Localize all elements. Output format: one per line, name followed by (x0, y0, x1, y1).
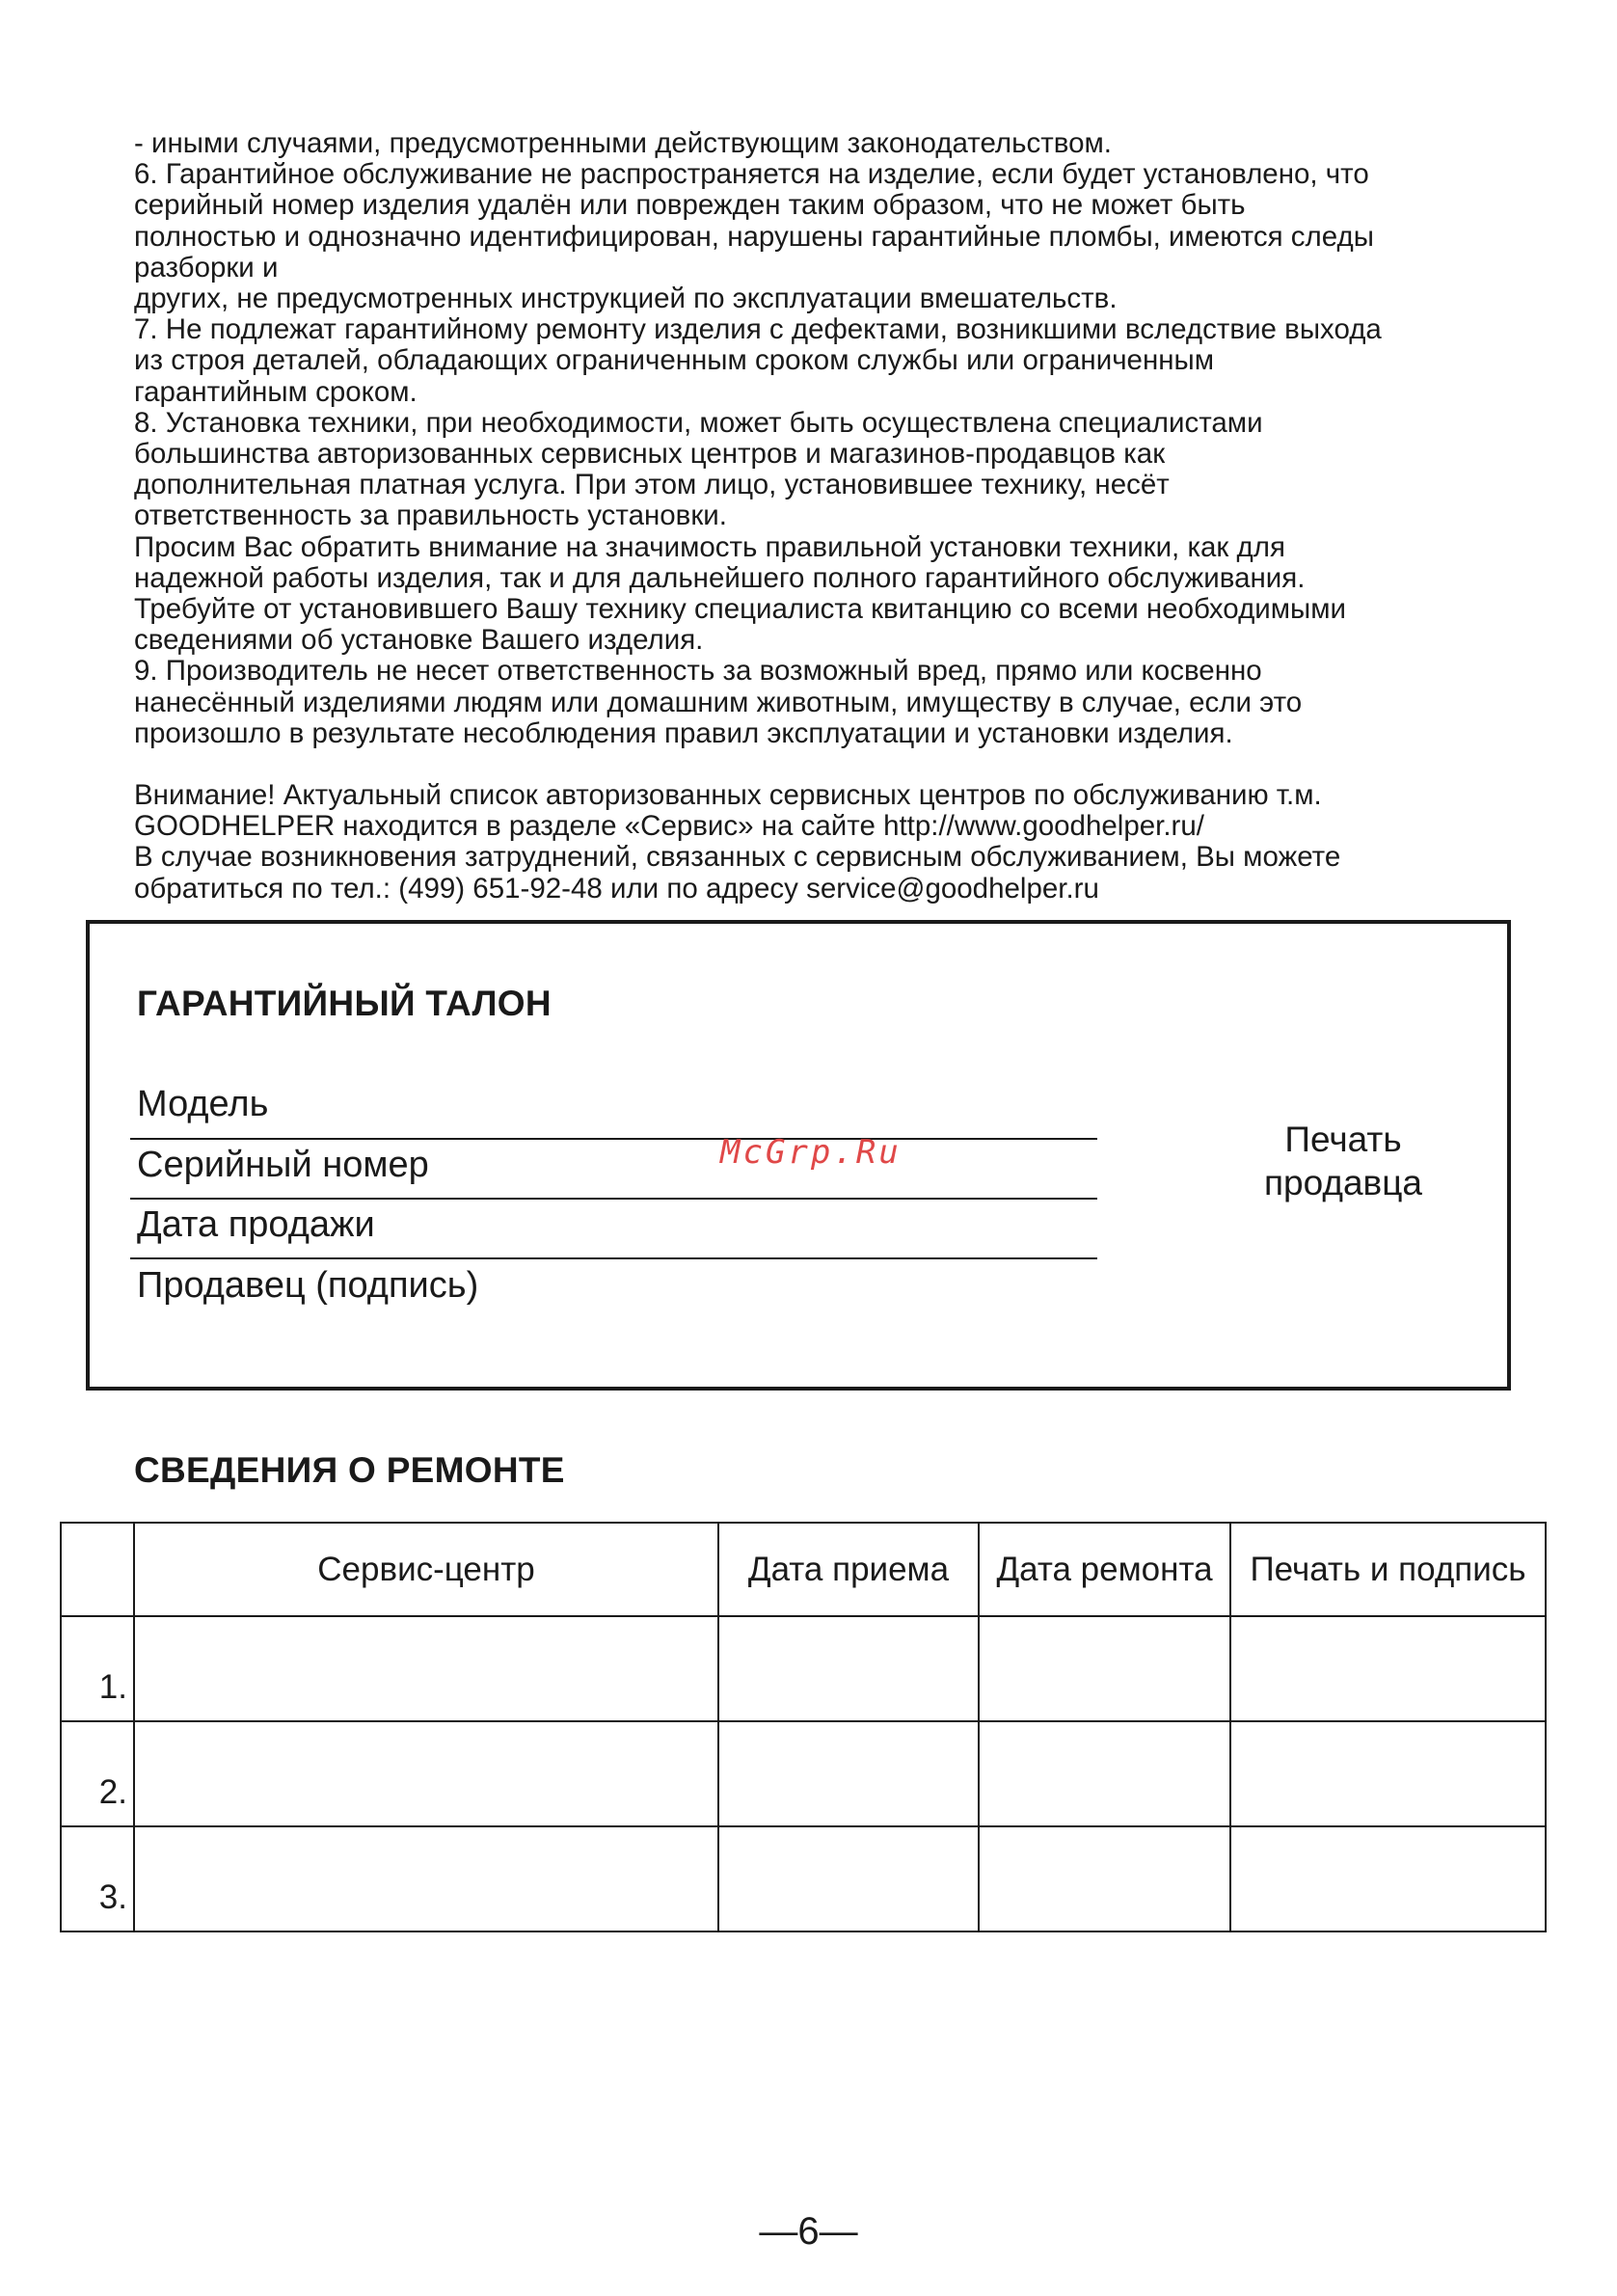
header-stamp-signature: Печать и подпись (1230, 1523, 1546, 1616)
text-line: нанесённый изделиями людям или домашним животным, имуществу в случае, если это (134, 686, 1303, 718)
body-text (134, 128, 1523, 905)
repair-date-cell[interactable] (979, 1721, 1230, 1826)
seller-stamp-area (1199, 1118, 1488, 1204)
service-center-cell[interactable] (134, 1721, 718, 1826)
page-number: —6— (759, 2210, 858, 2253)
notice-line: обратиться по тел.: (499) 651-92-48 или по адресу service@goodhelper.ru (134, 872, 1099, 905)
text-line: - иными случаями, предусмотренными действующим законодательством. (134, 127, 1112, 159)
header-repair-date: Дата ремонта (979, 1523, 1230, 1616)
header-number (61, 1523, 134, 1616)
sale-date-field-line[interactable] (130, 1257, 1097, 1259)
text-line: разборки и (134, 251, 279, 284)
serial-field-line[interactable] (130, 1198, 1097, 1200)
seller-field-label: Продавец (подпись) (137, 1265, 479, 1306)
service-center-cell[interactable] (134, 1826, 718, 1931)
text-line: 8. Установка техники, при необходимости, может быть осуществлена специалистами (134, 406, 1263, 439)
text-line: гарантийным сроком. (134, 375, 418, 408)
serial-field-label: Серийный номер (137, 1145, 429, 1185)
model-field-label: Модель (137, 1084, 269, 1124)
warranty-coupon (86, 920, 1511, 1391)
receipt-date-cell[interactable] (718, 1721, 979, 1826)
receipt-date-cell[interactable] (718, 1826, 979, 1931)
text-line: Просим Вас обратить внимание на значимость правильной установки техники, как для (134, 530, 1285, 563)
stamp-signature-cell[interactable] (1230, 1721, 1546, 1826)
text-line: 7. Не подлежат гарантийному ремонту изделия с дефектами, возникшими вследствие выхода (134, 313, 1382, 346)
text-line: ответственность за правильность установки. (134, 500, 727, 532)
text-line: Требуйте от установившего Вашу технику специалиста квитанцию со всеми необходимыми (134, 593, 1347, 626)
row-number: 3. (61, 1826, 134, 1931)
row-number: 1. (61, 1616, 134, 1721)
repair-date-cell[interactable] (979, 1616, 1230, 1721)
sale-date-field-label: Дата продажи (137, 1204, 375, 1245)
text-line: 9. Производитель не несет ответственность за возможный вред, прямо или косвенно (134, 655, 1262, 688)
text-line: из строя деталей, обладающих ограниченным сроком службы или ограниченным (134, 344, 1215, 377)
row-number: 2. (61, 1721, 134, 1826)
notice-line: В случае возникновения затруднений, связанных с сервисным обслуживанием, Вы можете (134, 841, 1341, 874)
notice-line: Внимание! Актуальный список авторизованных сервисных центров по обслуживанию т.м. (134, 779, 1322, 812)
text-line: большинства авторизованных сервисных центров и магазинов-продавцов как (134, 438, 1166, 471)
text-line: других, не предусмотренных инструкцией по эксплуатации вмешательств. (134, 283, 1118, 315)
stamp-signature-cell[interactable] (1230, 1826, 1546, 1931)
watermark: McGrp.Ru (720, 1133, 902, 1172)
table-row (61, 1721, 1546, 1826)
text-line: сведениями об установке Вашего изделия. (134, 624, 704, 657)
header-service-center: Сервис-центр (134, 1523, 718, 1616)
model-field-line[interactable] (130, 1138, 1097, 1140)
repair-section-title: СВЕДЕНИЯ О РЕМОНТЕ (134, 1450, 565, 1490)
text-line: серийный номер изделия удалён или поврежден таким образом, что не может быть (134, 189, 1246, 222)
repair-table (60, 1522, 1547, 1932)
repair-date-cell[interactable] (979, 1826, 1230, 1931)
notice-line: GOODHELPER находится в разделе «Сервис» на сайте http://www.goodhelper.ru/ (134, 810, 1204, 843)
service-center-cell[interactable] (134, 1616, 718, 1721)
paragraph-gap (134, 749, 1523, 780)
receipt-date-cell[interactable] (718, 1616, 979, 1721)
coupon-title: ГАРАНТИЙНЫЙ ТАЛОН (137, 984, 552, 1023)
text-line: произошло в результате несоблюдения правил эксплуатации и установки изделия. (134, 716, 1233, 749)
text-line: 6. Гарантийное обслуживание не распространяется на изделие, если будет установлено, что (134, 158, 1369, 191)
stamp-label-line1: Печать (1284, 1120, 1402, 1159)
stamp-label-line2: продавца (1264, 1163, 1422, 1202)
table-row (61, 1826, 1546, 1931)
table-header-row (61, 1523, 1546, 1616)
stamp-signature-cell[interactable] (1230, 1616, 1546, 1721)
header-receipt-date: Дата приема (718, 1523, 979, 1616)
table-row (61, 1616, 1546, 1721)
text-line: полностью и однозначно идентифицирован, нарушены гарантийные пломбы, имеются следы (134, 220, 1374, 253)
text-line: надежной работы изделия, так и для дальнейшего полного гарантийного обслуживания. (134, 561, 1306, 594)
text-line: дополнительная платная услуга. При этом лицо, установившее технику, несёт (134, 469, 1170, 501)
